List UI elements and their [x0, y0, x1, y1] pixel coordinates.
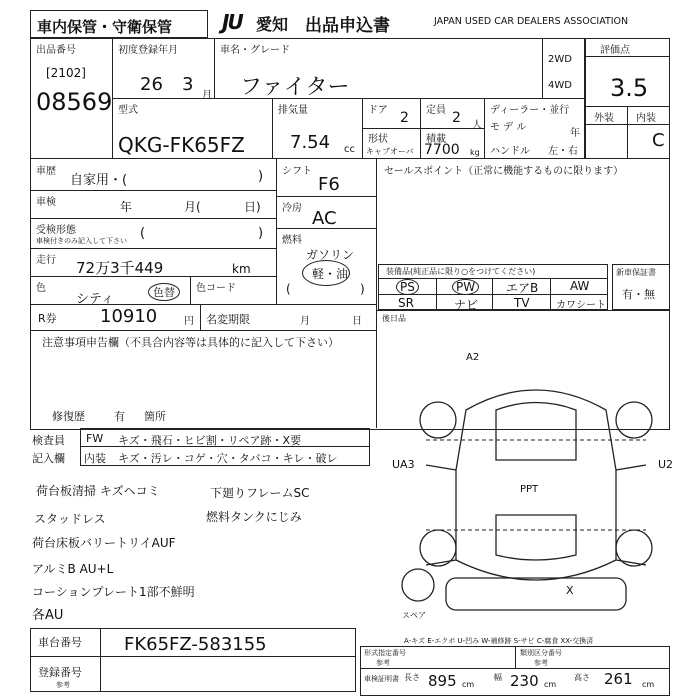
chassis-value: FK65FZ-583155	[124, 634, 267, 655]
ac-label: 冷房	[282, 203, 302, 214]
doors-value: 2	[400, 110, 409, 126]
height-value: 261	[604, 670, 633, 688]
mark-ppt: PPT	[520, 484, 539, 495]
repair-label: 修復歴	[52, 410, 85, 423]
dealer-label: ディーラー・並行	[490, 105, 570, 116]
fuel-gasoline: ガソリン	[306, 248, 355, 262]
inspection-month: 月(	[184, 200, 201, 214]
width-label: 幅	[494, 673, 502, 682]
capacity-label: 定員	[426, 105, 446, 116]
history-label: 車歴	[36, 166, 56, 177]
rating-score: 3.5	[610, 74, 649, 102]
interior-rating-value: C	[652, 130, 665, 151]
note-4: 燃料タンクにじみ	[206, 510, 302, 524]
inspection-day: 日)	[244, 200, 261, 214]
warranty-options: 有・無	[622, 288, 655, 301]
association-name: JAPAN USED CAR DEALERS ASSOCIATION	[434, 16, 629, 27]
notes-label: 注意事項申告欄（不具合内容等は具体的に記入して下さい）	[42, 336, 339, 349]
handle-options: 左・右	[548, 146, 578, 157]
shape-value: キャブオーバ	[366, 147, 414, 156]
dealer-model-label: モ デ ル	[490, 122, 527, 133]
exterior-items: キズ・飛石・ヒビ割・リペア跡・X要	[118, 434, 302, 447]
repair-value: 有	[114, 410, 125, 423]
note-6: アルミB AU+L	[32, 562, 114, 576]
receipt-label: 受検形態	[36, 225, 76, 236]
receipt-close: )	[258, 226, 264, 241]
registration-label: 初度登録年月	[118, 45, 178, 56]
displacement-label: 排気量	[278, 105, 308, 116]
class-ref: 参考	[534, 659, 548, 667]
color-code-label: 色コード	[196, 283, 236, 294]
mark-u2: U2	[658, 458, 674, 471]
inspection-label: 車検	[36, 197, 56, 208]
fuel-close: )	[360, 282, 365, 296]
mileage-label: 走行	[36, 255, 56, 266]
rating-label: 評価点	[600, 45, 630, 56]
displacement-unit: cc	[344, 144, 355, 155]
storage-title-box	[30, 10, 208, 38]
exterior-rating-label: 外装	[594, 113, 614, 124]
equip-navi: ナビ	[454, 298, 479, 312]
equip-airbag: エアB	[506, 281, 539, 295]
load-label: 積載	[426, 134, 446, 145]
height-label: 高さ	[574, 673, 590, 682]
length-cm: cm	[462, 680, 475, 689]
equipment-label: 装備品(純正品に限り○をつけてください)	[386, 267, 536, 276]
type-ref: 参考	[376, 659, 390, 667]
history-close: )	[258, 169, 264, 184]
equip-sr: SR	[398, 296, 414, 310]
note-3: スタッドレス	[34, 512, 106, 526]
color-changed: 色替	[148, 283, 180, 301]
dealer-year-unit: 年	[570, 128, 580, 139]
length-label: 長さ	[404, 673, 420, 682]
ac-value: AC	[312, 208, 337, 229]
recycle-unit: 円	[184, 316, 194, 327]
lot-bracket-number: [2102]	[46, 66, 86, 80]
length-value: 895	[428, 672, 457, 690]
doors-label: ドア	[368, 105, 388, 116]
form-title: 出品申込書	[305, 16, 390, 36]
mark-ua3: UA3	[392, 458, 415, 471]
model-label: 型式	[118, 105, 138, 116]
width-cm: cm	[544, 680, 557, 689]
model-value: QKG-FK65FZ	[118, 133, 245, 157]
mark-a2: A2	[466, 352, 480, 363]
equip-leather: カワシート	[556, 300, 606, 311]
cert-label: 車検証明書	[364, 675, 399, 683]
shift-label: シフト	[282, 166, 312, 177]
chassis-label: 車台番号	[38, 636, 82, 649]
fuel-open: (	[286, 282, 291, 296]
color-value: シティ	[76, 292, 114, 307]
repair-extra: 箇所	[144, 410, 166, 423]
interior-rating-label: 内装	[636, 113, 656, 124]
height-cm: cm	[642, 680, 655, 689]
receipt-open: (	[140, 226, 146, 241]
ju-logo: JU	[222, 10, 242, 34]
drive-2wd: 2WD	[548, 54, 572, 65]
fuel-label: 燃料	[282, 235, 302, 246]
equip-aw: AW	[570, 279, 590, 293]
recycle-label: R券	[38, 312, 57, 325]
note-8: 各AU	[32, 608, 64, 623]
inspector-label: 検査員	[32, 434, 65, 447]
capacity-value: 2	[452, 110, 461, 126]
interior-row-label: 内装	[84, 452, 106, 465]
registration-month-unit: 月	[202, 90, 212, 101]
mark-x: X	[566, 584, 574, 597]
back-seat-label: 後日品	[382, 314, 406, 323]
load-value: 7700	[424, 142, 460, 158]
note-2: 下廻りフレームSC	[210, 486, 310, 500]
width-value: 230	[510, 672, 539, 690]
inspector-fill-label: 記入欄	[32, 452, 65, 465]
name-change-day: 日	[352, 316, 362, 327]
note-7: コーションプレート1部不鮮明	[32, 585, 195, 599]
lot-number: 08569	[36, 88, 113, 116]
storage-title: 車内保管・守衛保管	[37, 18, 173, 36]
fuel-diesel: 軽・油	[312, 267, 349, 281]
color-label: 色	[36, 283, 46, 294]
handle-label: ハンドル	[490, 146, 530, 157]
equip-tv: TV	[514, 296, 530, 310]
equip-pw: PW	[452, 279, 479, 295]
receipt-note: 車検付きのみ記入して下さい	[36, 237, 127, 245]
sales-point-label: セールスポイント（正常に機能するものに限ります）	[384, 166, 624, 177]
shape-label: 形状	[368, 134, 388, 145]
drive-4wd: 4WD	[548, 80, 572, 91]
history-value: 自家用・(	[70, 173, 128, 188]
warranty-label: 新車保証書	[616, 268, 656, 277]
exterior-row-label: FW	[86, 432, 104, 445]
note-1: 荷台板清掃 キズヘコミ	[36, 484, 160, 498]
displacement-value: 7.54	[290, 132, 331, 153]
class-label: 類別区分番号	[520, 649, 562, 657]
name-change-label: 名変期限	[206, 313, 250, 326]
mileage-unit: km	[232, 262, 251, 276]
registration-month: 3	[182, 74, 194, 95]
mileage-value: 72万3千449	[76, 259, 164, 277]
name-change-month: 月	[300, 316, 310, 327]
reg-ref: 参考	[56, 681, 70, 689]
car-name-label: 車名・グレード	[220, 45, 290, 56]
car-name-value: ファイター	[240, 75, 350, 100]
registration-year: 26	[140, 74, 163, 95]
lot-number-label: 出品番号	[36, 45, 76, 56]
damage-legend: A-キズ E-エクボ U-凹み W-補修跡 S-サビ C-腐食 XX-交換済	[404, 637, 594, 645]
load-unit: kg	[470, 148, 480, 157]
type-label: 形式指定番号	[364, 649, 406, 657]
interior-items: キズ・汚レ・コゲ・穴・タバコ・キレ・破レ	[118, 452, 338, 465]
reg-number-label: 登録番号	[38, 666, 82, 679]
recycle-value: 10910	[100, 306, 158, 327]
inspection-year: 年	[120, 200, 133, 214]
spare-label: スペア	[402, 611, 426, 620]
note-5: 荷台床板バリートリイAUF	[32, 536, 176, 550]
shift-value: F6	[318, 174, 340, 195]
diesel-circle	[302, 260, 350, 286]
capacity-unit: 人	[472, 120, 482, 131]
aichi-title: 愛知	[256, 15, 289, 34]
equip-ps: PS	[396, 279, 419, 295]
